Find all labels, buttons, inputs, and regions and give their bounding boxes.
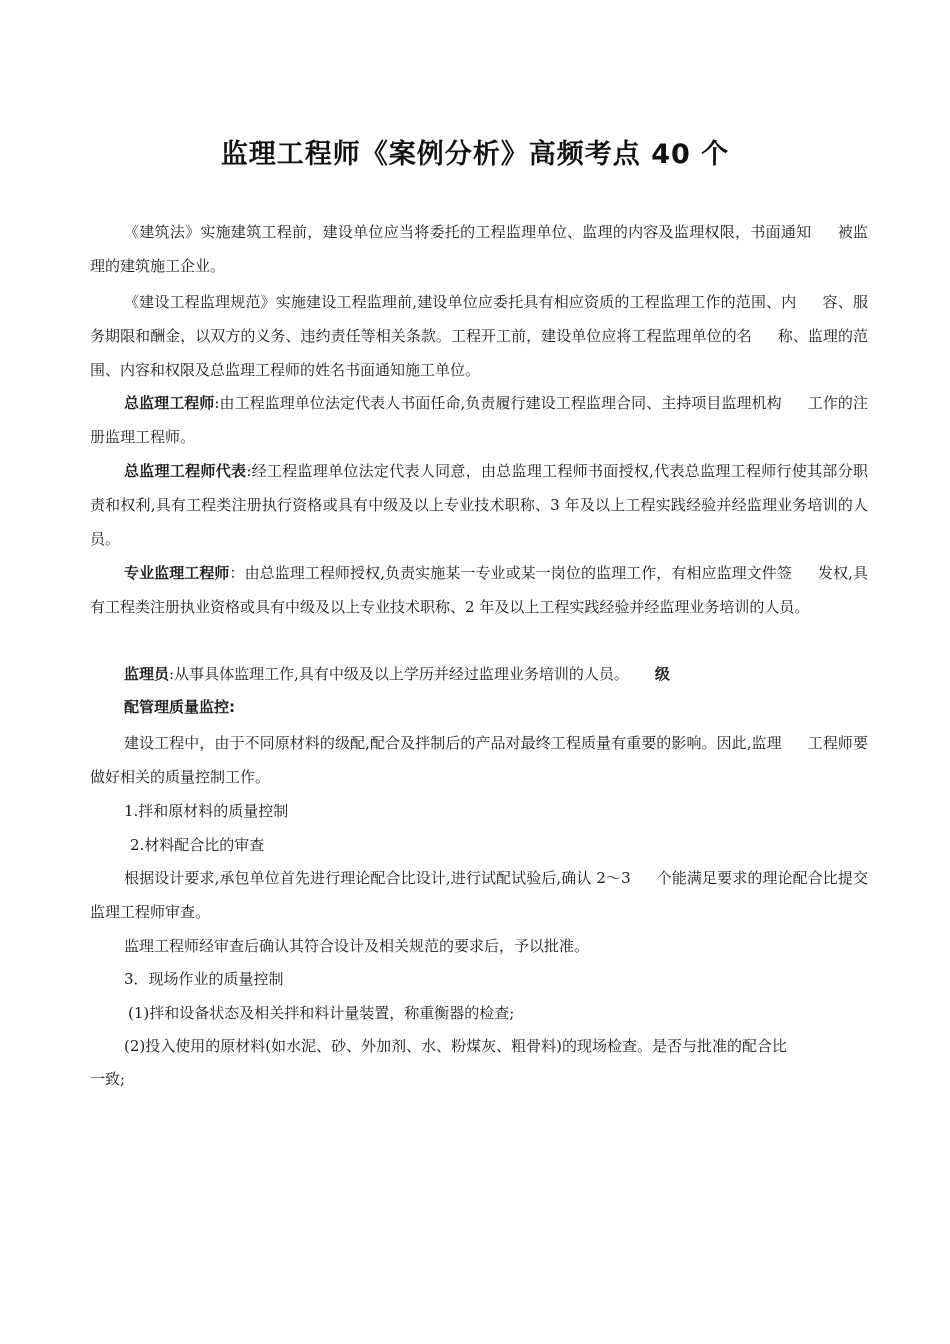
term-label: 总监理工程师 xyxy=(124,394,215,412)
section-heading-text: 配管理质量监控: xyxy=(124,698,235,716)
term-label: 级 xyxy=(654,665,670,683)
term-label: 专业监理工程师 xyxy=(124,564,230,582)
paragraph-chief-representative xyxy=(90,454,868,556)
list-item: (1)拌和设备状态及相关拌和料计量装置，称重衡器的检查; xyxy=(128,1004,515,1022)
paragraph-text: :经工程监理单位法定代表人同意，由总监理工程师书面授权,代表总监理工程师行使其部分职责和权利,具有工程类注册执行资格或具有中级及以上专业技术职称、3 年及以上工程实践经验并经监理业务培训的人员。 xyxy=(90,462,868,548)
list-item: (2)投入使用的原材料(如水泥、砂、外加剂、水、粉煤灰、粗骨料)的现场检查。是否与批准的配合比 xyxy=(124,1037,787,1055)
paragraph-quality-control xyxy=(90,726,868,794)
paragraph-text: 根据设计要求,承包单位首先进行理论配合比设计,进行试配试验后,确认 2～3 xyxy=(124,869,631,887)
paragraph-text: 发权,具有工程类注册执业资格或具有中级及以上专业技术职称、2 年及以上工程实践经验并经监理业务培训的人员。 xyxy=(90,564,868,616)
paragraph-mix-design xyxy=(90,861,868,929)
document-title: 监理工程师《案例分析》高频考点 40 个 xyxy=(220,139,730,170)
paragraph-text: :从事具体监理工作,具有中级及以上学历并经过监理业务培训的人员。 xyxy=(169,665,629,683)
paragraph-text: :由工程监理单位法定代表人书面任命,负责履行建设工程监理合同、主持项目监理机构 xyxy=(214,394,782,412)
paragraph-text: 个能满足要求的理论配合比提交监理工程师审查。 xyxy=(90,869,868,921)
term-label: 总监理工程师代表 xyxy=(124,462,247,480)
section-heading xyxy=(90,690,868,724)
list-item: 3．现场作业的质量控制 xyxy=(124,970,284,988)
paragraph-text: 容、服务期限和酬金，以双方的义务、违约责任等相关条款。工程开工前，建设单位应将工程监理单位的名 xyxy=(90,293,868,345)
paragraph-text: 被监理的建筑施工企业。 xyxy=(90,223,868,275)
term-label: 监理员 xyxy=(124,665,170,683)
paragraph-supervision-code xyxy=(90,285,868,387)
paragraph-text: 工程师要做好相关的质量控制工作。 xyxy=(90,734,868,786)
paragraph-construction-law xyxy=(90,215,868,283)
paragraph-chief-engineer xyxy=(90,386,868,454)
list-item: 一致; xyxy=(90,1070,126,1088)
list-item: 1.拌和原材料的质量控制 xyxy=(124,802,289,820)
paragraph-specialist-engineer xyxy=(90,556,868,624)
paragraph-text: 称、监理的范围、内容和权限及总监理工程师的姓名书面通知施工单位。 xyxy=(90,327,868,379)
paragraph-text: 工作的注册监理工程师。 xyxy=(90,394,868,446)
list-item: 监理工程师经审查后确认其符合设计及相关规范的要求后，予以批准。 xyxy=(124,937,590,955)
paragraph-text: 《建筑法》实施建筑工程前，建设单位应当将委托的工程监理单位、监理的内容及监理权限，书面通知 xyxy=(124,223,812,241)
paragraph-supervisor xyxy=(90,657,868,691)
paragraph-text: ：由总监理工程师授权,负责实施某一专业或某一岗位的监理工作，有相应监理文件签 xyxy=(229,564,792,582)
paragraph-text: 建设工程中，由于不同原材料的级配,配合及拌制后的产品对最终工程质量有重要的影响。因此,监理 xyxy=(124,734,782,752)
paragraph-text: 《建设工程监理规范》实施建设工程监理前,建设单位应委托具有相应资质的工程监理工作的范围、内 xyxy=(124,293,797,311)
list-item: 2.材料配合比的审查 xyxy=(130,836,265,854)
